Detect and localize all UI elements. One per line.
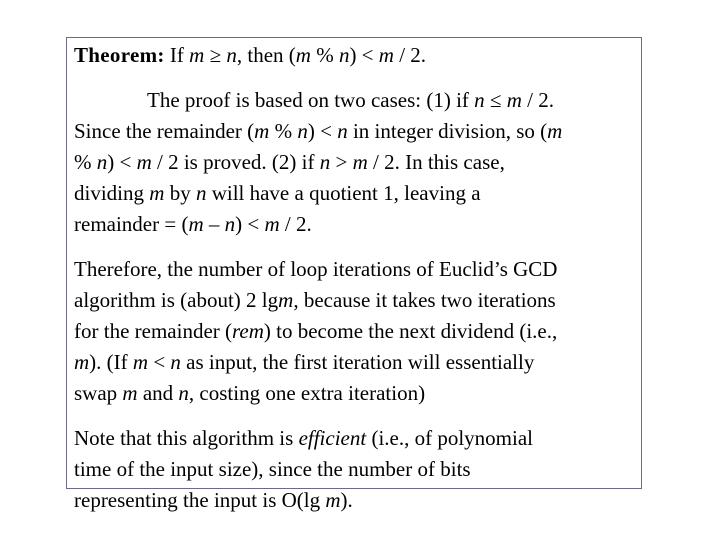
- text: ) <: [235, 212, 265, 236]
- text: The proof is based on two cases: (1) if: [147, 88, 475, 112]
- var-n: n: [319, 150, 331, 174]
- text: / 2.: [393, 43, 427, 67]
- text: >: [330, 150, 353, 174]
- text: remainder = (: [74, 212, 189, 236]
- text: ) <: [307, 119, 338, 143]
- text: ) <: [349, 43, 379, 67]
- var-n: n: [96, 150, 108, 174]
- text: (i.e., of polynomial: [366, 426, 534, 450]
- text: swap: [74, 381, 123, 405]
- text: Since the remainder (: [74, 119, 255, 143]
- text: , costing one extra iteration): [188, 381, 426, 405]
- text: for the remainder (: [74, 319, 233, 343]
- var-n: n: [170, 350, 181, 374]
- text: , then (: [236, 43, 296, 67]
- theorem-statement: [74, 40, 637, 71]
- text: If: [164, 43, 190, 67]
- var-m: m: [136, 150, 152, 174]
- text: , because it takes two iterations: [293, 288, 556, 312]
- var-n: n: [297, 119, 308, 143]
- text: / 2. In this case,: [367, 150, 505, 174]
- text: %: [74, 150, 97, 174]
- note-line-1: [74, 423, 637, 454]
- var-m: m: [547, 119, 563, 143]
- var-m: m: [132, 350, 149, 374]
- var-m: m: [506, 88, 522, 112]
- text: and: [137, 381, 179, 405]
- emphasis-efficient: efficient: [298, 426, 367, 450]
- proof-paragraph: [74, 85, 637, 240]
- proof-line-3: [74, 147, 637, 178]
- var-m: m: [188, 212, 204, 236]
- text: ). (If: [89, 350, 133, 374]
- note-paragraph: [74, 423, 637, 516]
- var-m: m: [189, 43, 205, 67]
- text: in integer division, so (: [347, 119, 548, 143]
- var-m: m: [325, 488, 341, 512]
- text: %: [269, 119, 298, 143]
- text: as input, the first iteration will essentially: [180, 350, 535, 374]
- proof-line-2: [74, 116, 637, 147]
- conclusion-line-5: [74, 378, 637, 409]
- var-n: n: [226, 43, 237, 67]
- text: / 2.: [279, 212, 312, 236]
- var-m: m: [352, 150, 368, 174]
- text: ≤: [484, 88, 507, 112]
- var-m: m: [149, 181, 165, 205]
- var-m: m: [122, 381, 138, 405]
- text: %: [310, 43, 339, 67]
- text: / 2.: [521, 88, 554, 112]
- var-m: m: [378, 43, 394, 67]
- text: representing the input is O(lg: [74, 488, 326, 512]
- text: ) <: [107, 150, 137, 174]
- text: algorithm is (about) 2 lg: [74, 288, 279, 312]
- var-m: m: [264, 212, 280, 236]
- var-m: m: [295, 43, 311, 67]
- var-n: n: [337, 119, 348, 143]
- text: will have a quotient 1, leaving a: [206, 181, 481, 205]
- conclusion-line-4: [74, 347, 637, 378]
- proof-line-4: [74, 178, 637, 209]
- conclusion-line-1: Therefore, the number of loop iterations of Euclid’s GCD: [74, 257, 558, 281]
- proof-line-1: [74, 85, 637, 116]
- slide-text-box: [66, 37, 642, 512]
- text: ) to become the next dividend (i.e.,: [263, 319, 558, 343]
- var-n: n: [338, 43, 350, 67]
- text: / 2 is proved. (2) if: [151, 150, 320, 174]
- text: –: [203, 212, 225, 236]
- var-n: n: [224, 212, 236, 236]
- text: dividing: [74, 181, 150, 205]
- note-line-3: [74, 485, 637, 516]
- var-n: n: [195, 181, 207, 205]
- var-m: m: [74, 350, 90, 374]
- text: Note that this algorithm is: [74, 426, 299, 450]
- var-m: m: [278, 288, 294, 312]
- note-line-2: time of the input size), since the number of bits: [74, 457, 471, 481]
- var-rem: rem: [232, 319, 264, 343]
- var-n: n: [178, 381, 189, 405]
- conclusion-line-3: [74, 316, 637, 347]
- text: by: [164, 181, 196, 205]
- proof-line-5: [74, 209, 637, 240]
- text: ).: [340, 488, 353, 512]
- theorem-label: Theorem:: [74, 43, 165, 67]
- var-m: m: [254, 119, 270, 143]
- conclusion-paragraph: [74, 254, 637, 409]
- text: ≥: [204, 43, 227, 67]
- var-n: n: [474, 88, 485, 112]
- text: <: [148, 350, 171, 374]
- conclusion-line-2: [74, 285, 637, 316]
